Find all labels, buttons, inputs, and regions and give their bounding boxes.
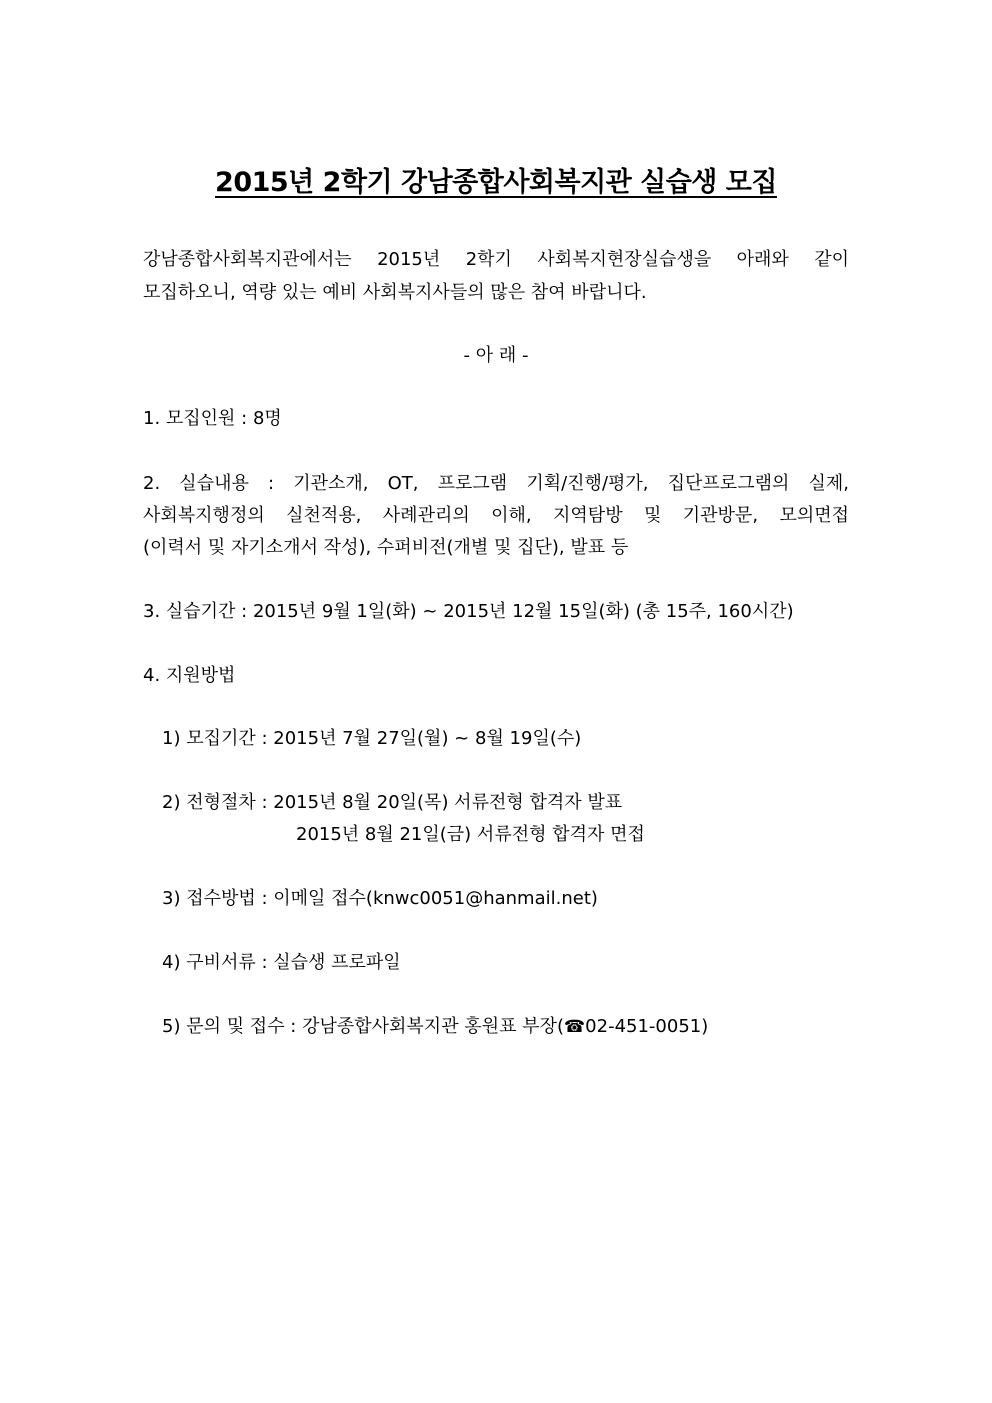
sub-item-selection-line-1: 2) 전형절차 : 2015년 8월 20일(목) 서류전형 합격자 발표 [162,792,623,813]
item-recruit-count: 1. 모집인원 : 8명 [143,408,282,429]
sub-item-contact [162,1016,708,1038]
sub-item-recruit-period: 1) 모집기간 : 2015년 7월 27일(월) ~ 8월 19일(수) [162,728,582,749]
page-title: 2015년 2학기 강남종합사회복지관 실습생 모집 [215,167,777,198]
item-apply-method: 4. 지원방법 [143,665,236,686]
sub-item-selection-line-2: 2015년 8월 21일(금) 서류전형 합격자 면접 [296,824,645,845]
item-content-line-2: 사회복지행정의 실천적용, 사례관리의 이해, 지역탐방 및 기관방문, 모의면접 [143,505,849,526]
contact-phone-number: 02-451-0051) [585,1016,709,1037]
sub-item-documents: 4) 구비서류 : 실습생 프로파일 [162,952,401,973]
phone-icon: ☎ [563,1017,586,1037]
section-mark: - 아 래 - [463,345,529,366]
sub-item-submission: 3) 접수방법 : 이메일 접수(knwc0051@hanmail.net) [162,888,598,909]
intro-line-2: 모집하오니, 역량 있는 예비 사회복지사들의 많은 참여 바랍니다. [143,282,647,303]
item-content-line-1: 2. 실습내용 : 기관소개, OT, 프로그램 기획/진행/평가, 집단프로그램의 실제, [143,473,849,494]
contact-prefix: 5) 문의 및 접수 : 강남종합사회복지관 홍원표 부장( [162,1016,564,1037]
item-period: 3. 실습기간 : 2015년 9월 1일(화) ~ 2015년 12월 15일(화) (총 15주, 160시간) [143,601,794,622]
item-content-line-3: (이력서 및 자기소개서 작성), 수퍼비전(개별 및 집단), 발표 등 [143,537,629,558]
intro-line-1: 강남종합사회복지관에서는 2015년 2학기 사회복지현장실습생을 아래와 같이 [143,249,849,270]
